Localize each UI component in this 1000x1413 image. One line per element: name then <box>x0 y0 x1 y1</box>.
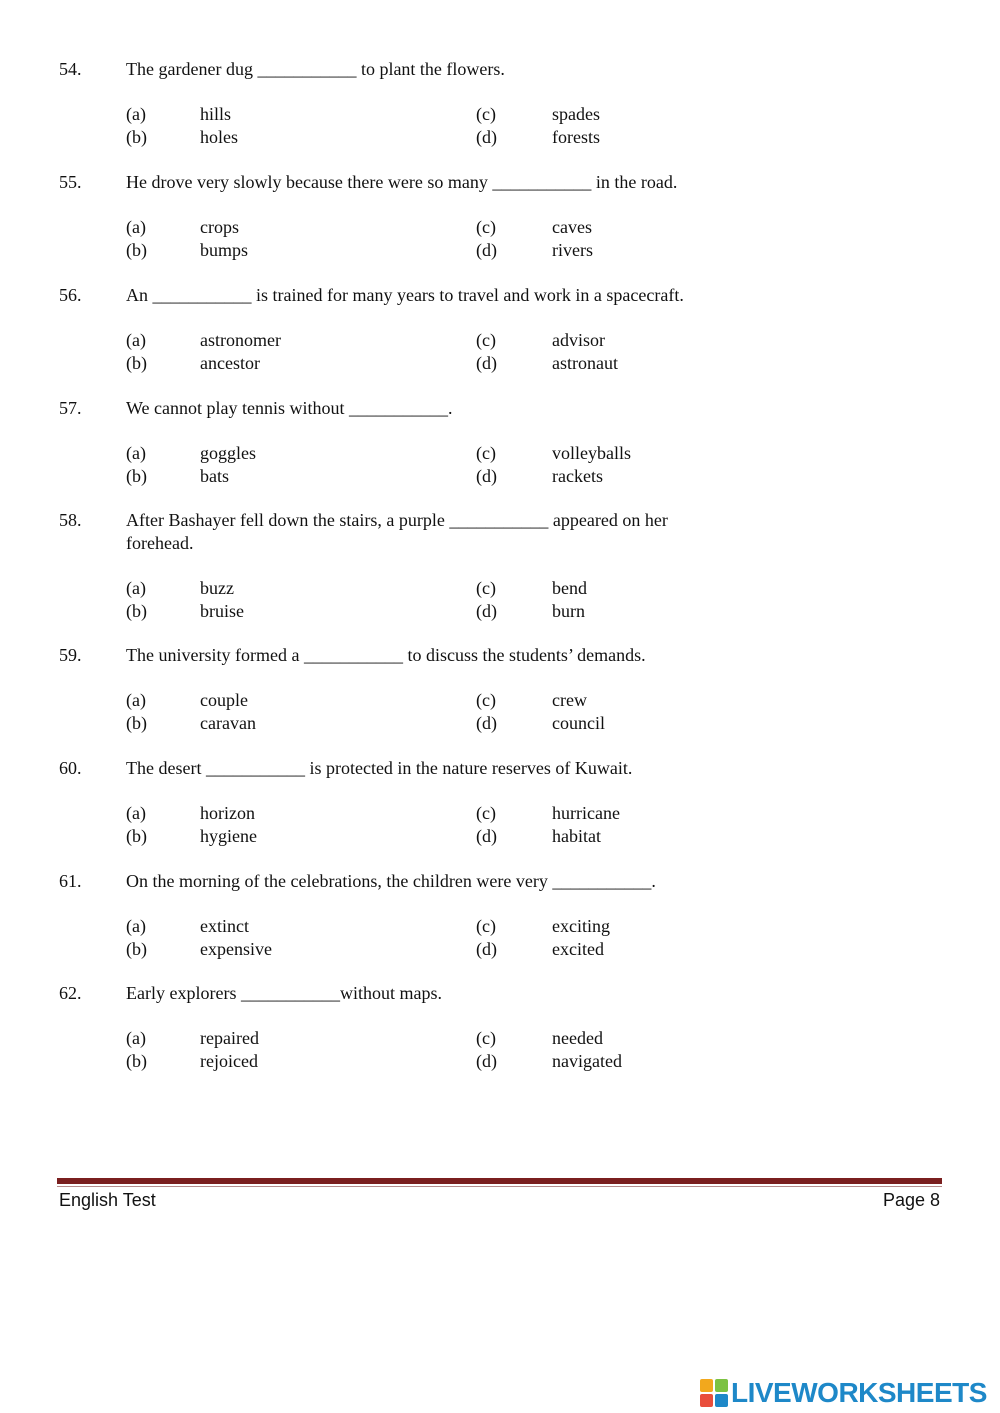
option-letter: (d) <box>476 353 497 373</box>
option-letter: (a) <box>126 104 146 124</box>
option-letter: (c) <box>476 104 496 124</box>
option-text: needed <box>552 1028 603 1048</box>
option-letter: (b) <box>126 1051 147 1071</box>
option-text: ancestor <box>200 353 260 373</box>
option-text: bats <box>200 466 229 486</box>
option-letter: (c) <box>476 578 496 598</box>
option-letter: (c) <box>476 1028 496 1048</box>
option-text: bruise <box>200 601 244 621</box>
option-text: horizon <box>200 803 255 823</box>
option-text: repaired <box>200 1028 259 1048</box>
option-text: crew <box>552 690 587 710</box>
option-text: hygiene <box>200 826 257 846</box>
option-letter: (d) <box>476 601 497 621</box>
option-text: astronaut <box>552 353 618 373</box>
question-stem: He drove very slowly because there were so many ___________ in the road. <box>126 172 678 192</box>
option-text: volleyballs <box>552 443 631 463</box>
liveworksheets-wordmark: LIVEWORKSHEETS <box>731 1377 987 1408</box>
question-stem: We cannot play tennis without ___________. <box>126 398 453 418</box>
option-letter: (c) <box>476 443 496 463</box>
option-text: caravan <box>200 713 256 733</box>
option-letter: (a) <box>126 443 146 463</box>
option-text: excited <box>552 939 604 959</box>
question-number: 62. <box>59 983 82 1003</box>
question-stem: After Bashayer fell down the stairs, a purple ___________ appeared on her forehead. <box>126 510 668 553</box>
option-text: hurricane <box>552 803 620 823</box>
option-letter: (a) <box>126 1028 146 1048</box>
question-stem: On the morning of the celebrations, the children were very ___________. <box>126 871 656 891</box>
question-number: 55. <box>59 172 82 192</box>
option-text: hills <box>200 104 232 124</box>
option-text: navigated <box>552 1051 622 1071</box>
question-stem: Early explorers ___________without maps. <box>126 983 442 1003</box>
option-text: crops <box>200 217 239 237</box>
question-number: 59. <box>59 645 82 665</box>
footer-divider-thin <box>57 1186 942 1187</box>
option-letter: (a) <box>126 916 146 936</box>
option-letter: (a) <box>126 217 146 237</box>
footer-divider <box>57 1178 942 1184</box>
option-text: bumps <box>200 240 249 260</box>
option-text: burn <box>552 601 585 621</box>
option-letter: (b) <box>126 601 147 621</box>
option-letter: (d) <box>476 466 497 486</box>
option-text: exciting <box>552 916 610 936</box>
footer-title: English Test <box>59 1190 156 1210</box>
option-letter: (b) <box>126 713 147 733</box>
option-text: goggles <box>200 443 256 463</box>
question-stem: The desert ___________ is protected in the nature reserves of Kuwait. <box>126 758 633 778</box>
option-text: rackets <box>552 466 603 486</box>
question-number: 57. <box>59 398 82 418</box>
option-letter: (b) <box>126 826 147 846</box>
option-letter: (d) <box>476 127 497 147</box>
option-letter: (d) <box>476 939 497 959</box>
option-letter: (c) <box>476 330 496 350</box>
question-number: 54. <box>59 59 82 79</box>
option-letter: (b) <box>126 466 147 486</box>
option-letter: (c) <box>476 690 496 710</box>
liveworksheets-watermark <box>700 1376 987 1410</box>
option-text: caves <box>552 217 592 237</box>
page-number: Page 8 <box>882 1190 940 1210</box>
option-text: bend <box>552 578 587 598</box>
option-text: forests <box>552 127 600 147</box>
question-stem: The gardener dug ___________ to plant the flowers. <box>126 59 505 79</box>
option-letter: (d) <box>476 713 497 733</box>
option-text: habitat <box>552 826 601 846</box>
question-stem: The university formed a ___________ to discuss the students’ demands. <box>126 645 646 665</box>
option-text: spades <box>552 104 600 124</box>
option-letter: (c) <box>476 803 496 823</box>
option-letter: (d) <box>476 240 497 260</box>
question-number: 60. <box>59 758 82 778</box>
option-text: council <box>552 713 605 733</box>
option-letter: (b) <box>126 353 147 373</box>
option-text: buzz <box>200 578 234 598</box>
option-letter: (b) <box>126 127 147 147</box>
option-letter: (b) <box>126 240 147 260</box>
option-text: rejoiced <box>200 1051 258 1071</box>
option-text: extinct <box>200 916 249 936</box>
option-letter: (a) <box>126 578 146 598</box>
option-letter: (d) <box>476 826 497 846</box>
option-letter: (a) <box>126 690 146 710</box>
option-letter: (c) <box>476 916 496 936</box>
option-text: advisor <box>552 330 605 350</box>
option-text: rivers <box>552 240 593 260</box>
question-number: 56. <box>59 285 82 305</box>
question-stem: An ___________ is trained for many years to travel and work in a spacecraft. <box>126 285 684 305</box>
option-text: astronomer <box>200 330 281 350</box>
option-letter: (d) <box>476 1051 497 1071</box>
option-text: holes <box>200 127 238 147</box>
liveworksheets-logo-icon <box>700 1379 728 1407</box>
option-letter: (a) <box>126 330 146 350</box>
question-number: 58. <box>59 510 82 530</box>
option-letter: (c) <box>476 217 496 237</box>
option-letter: (a) <box>126 803 146 823</box>
option-text: expensive <box>200 939 272 959</box>
option-text: couple <box>200 690 248 710</box>
option-letter: (b) <box>126 939 147 959</box>
question-number: 61. <box>59 871 82 891</box>
